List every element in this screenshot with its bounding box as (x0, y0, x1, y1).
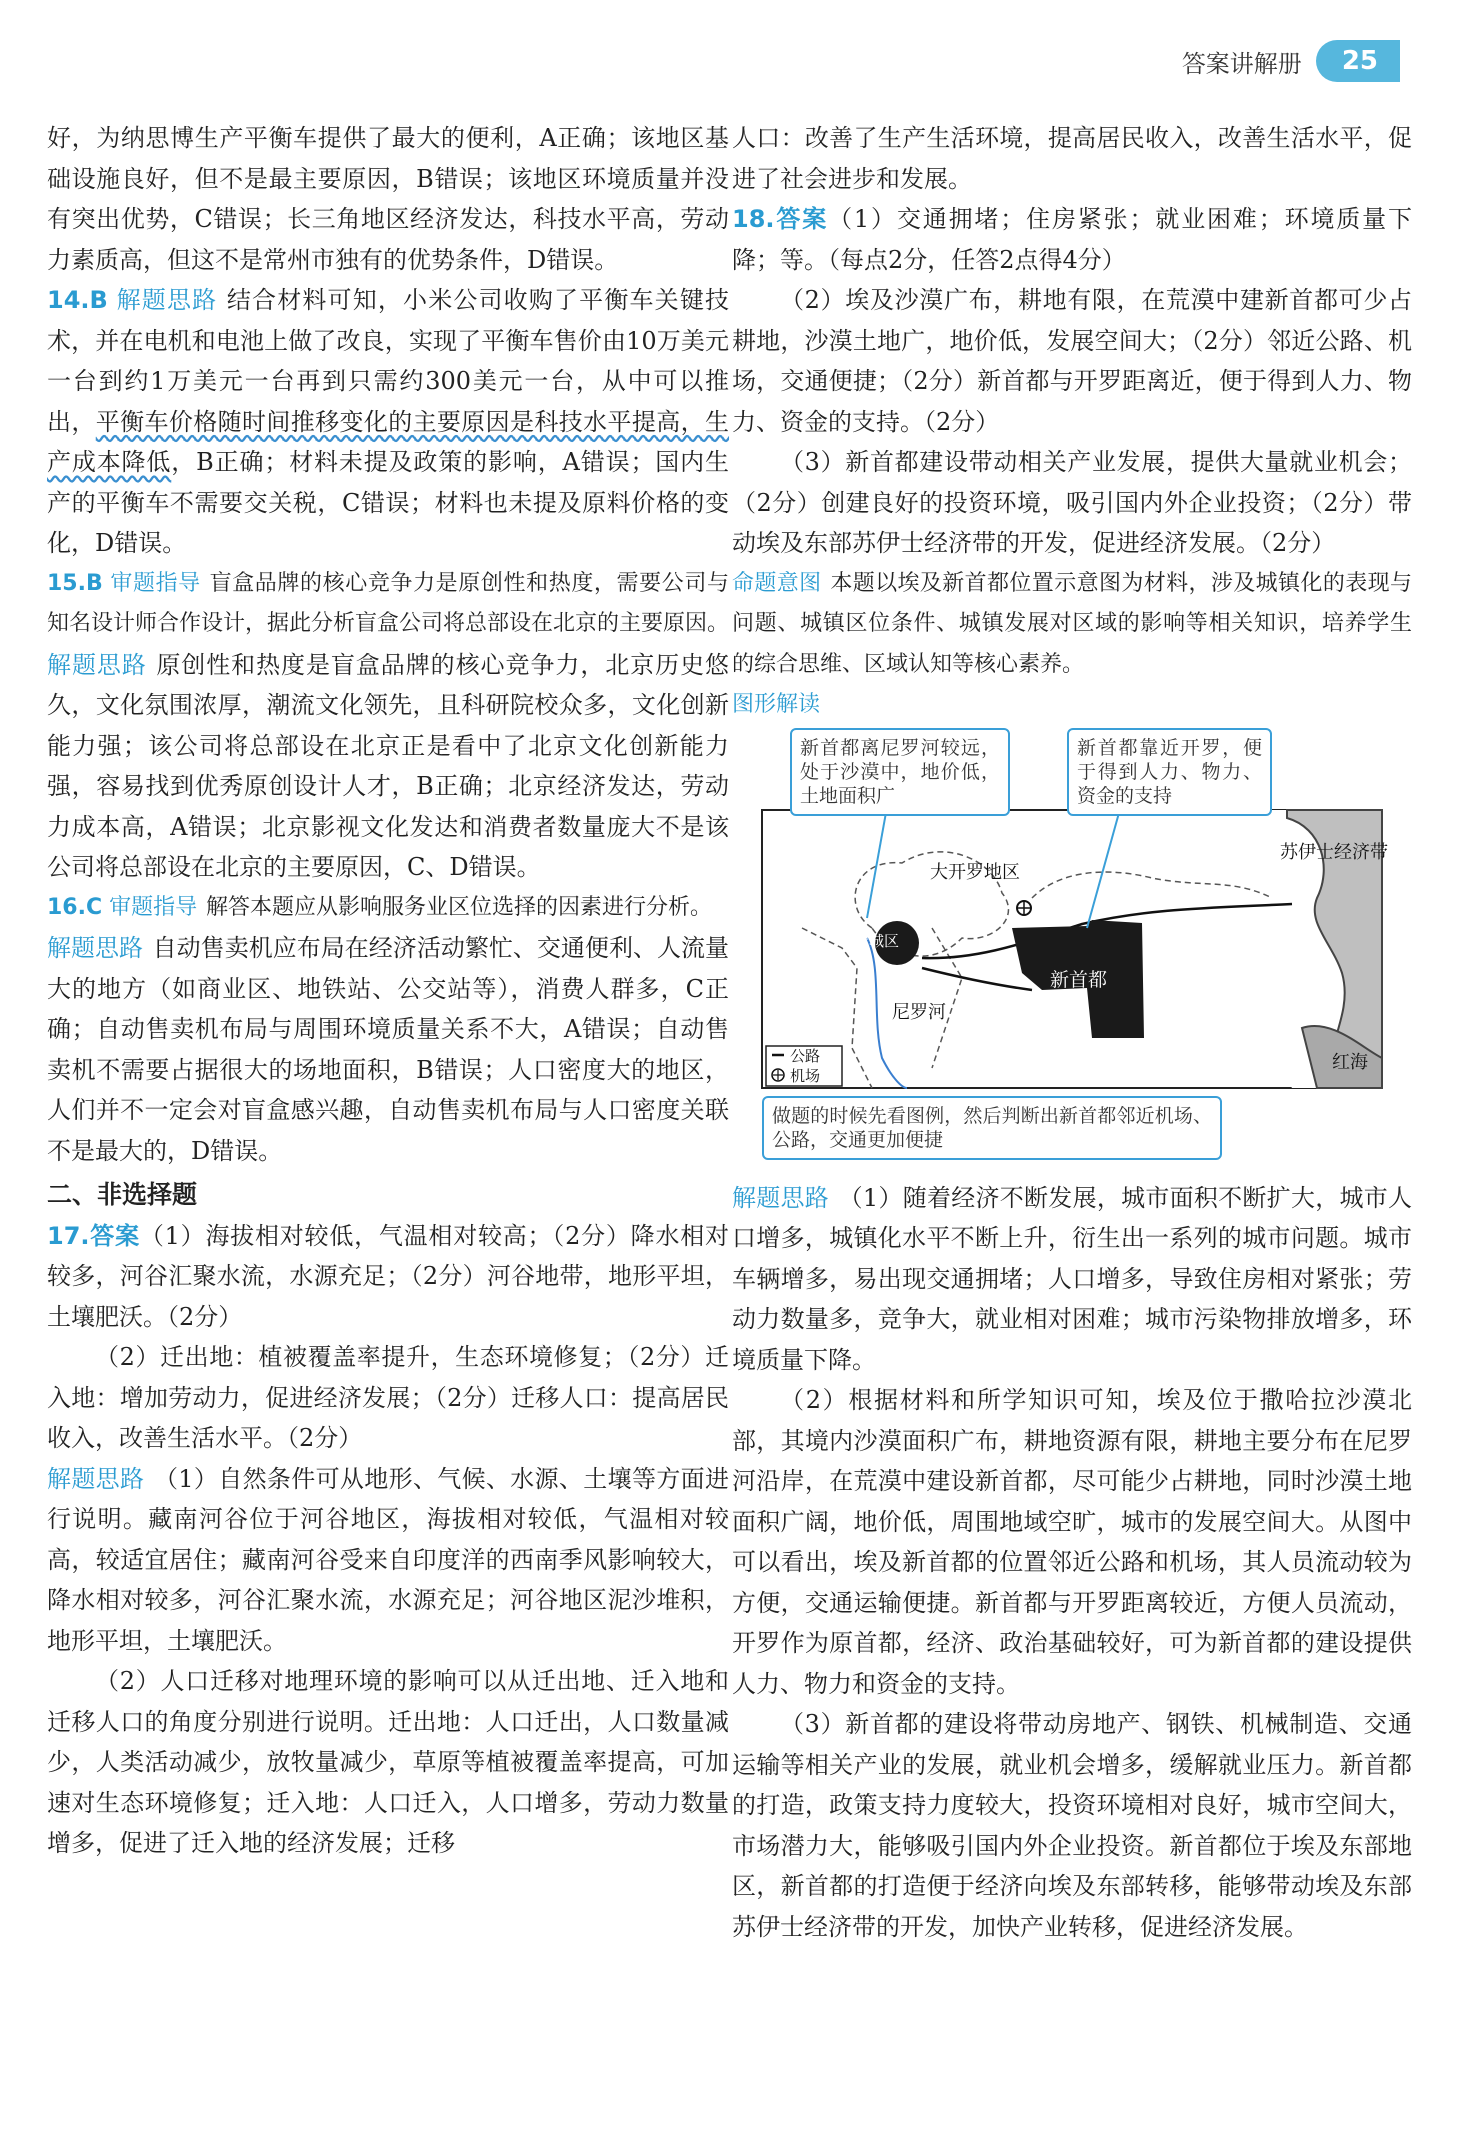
q16-guide-tag: 审题指导 (109, 894, 198, 920)
legend-road-label: 公路 (790, 1046, 821, 1065)
q17-continuation: 人口：改善了生产生活环境，提高居民收入，改善生活水平，促进了社会进步和发展。 (732, 124, 1412, 193)
callout-note-2: 新首都靠近开罗，便于得到人力、物力、资金的支持 (1067, 728, 1272, 816)
q16-guide-block (47, 888, 729, 929)
q17-solution-1-text: （1）自然条件可从地形、气候、水源、土壤等方面进行说明。藏南河谷位于河谷地区，海拔相对较低，气温相对较高，较适宜居住；藏南河谷受来自印度洋的西南季风影响较大，降水相对较多，河谷汇聚水流，水源充足；河谷地区泥沙堆积，地形平坦，土壤肥沃。 (47, 1464, 729, 1655)
q16-solution-text: 自动售卖机应布局在经济活动繁忙、交通便利、人流量大的地方（如商业区、地铁站、公交站等），消费人群多，C正确；自动售卖机布局与周围环境质量关系不大，A错误；自动售卖机不需要占据很大的场地面积，B错误；人口密度大的地区，人们并不一定会对盲盒感兴趣，自动售卖机布局与人口密度关联不是最大的，D错误。 (47, 934, 730, 1165)
q17-solution-tag: 解题思路 (47, 1464, 145, 1493)
q14-tag: 解题思路 (116, 286, 218, 314)
callout-note-1: 新首都离尼罗河较远，处于沙漠中，地价低，土地面积广 (790, 728, 1010, 816)
intent-block (732, 564, 1412, 686)
q18-answer-2: （2）埃及沙漠广布，耕地有限，在荒漠中建新首都可少占耕地，沙漠土地广，地价低，发展空间大；（2分）邻近公路、机场，交通便捷；（2分）新首都与开罗距离近，便于得到人力、物力、资金的支持。（2分） (732, 286, 1412, 436)
q18-solution-1 (732, 1178, 1412, 1381)
q16-solution-block (47, 928, 729, 1171)
q15-number: 15.B (47, 570, 103, 596)
q15-guide-text: 盲盒品牌的核心竞争力是原创性和热度，需要公司与知名设计师合作设计，据此分析盲盒公司将总部设在北京的主要原因。 (47, 570, 730, 636)
q14-number: 14.B (47, 286, 108, 314)
label-cairo-region: 大开罗地区 (930, 861, 1020, 883)
q16-solution-tag: 解题思路 (47, 934, 144, 962)
intent-text: 本题以埃及新首都位置示意图为材料，涉及城镇化的表现与问题、城镇区位条件、城镇发展对区域的影响等相关知识，培养学生的综合思维、区域认知等核心素养。 (732, 570, 1412, 677)
egypt-map-figure (732, 728, 1412, 1178)
q15-solution-tag: 解题思路 (47, 650, 147, 679)
q15-guide-block (47, 564, 729, 645)
q13-continuation: 好，为纳思博生产平衡车提供了最大的便利，A正确；该地区基础设施良好，但不是最主要原因，B错误；该地区环境质量并没有突出优势，C错误；长三角地区经济发达，科技水平高，劳动力素质高，但这不是常州市独有的优势条件，D错误。 (47, 124, 729, 274)
q14-block (47, 280, 729, 564)
q17-answer-1-text: （1）海拔相对较低，气温相对较高；（2分）降水相对较多，河谷汇聚水流，水源充足；（2分）河谷地带，地形平坦，土壤肥沃。（2分） (47, 1221, 729, 1331)
q16-number: 16.C (47, 894, 103, 920)
q18-solution-1-text: （1）随着经济不断发展，城市面积不断扩大，城市人口增多，城镇化水平不断上升，衍生出一系列的城市问题。城市车辆增多，易出现交通拥堵；人口增多，导致住房相对紧张；劳动力数量多，竞争大，就业相对困难；城市污染物排放增多，环境质量下降。 (732, 1183, 1412, 1374)
q18-solution-3: （3）新首都的建设将带动房地产、钢铁、机械制造、交通运输等相关产业的发展，就业机会增多，缓解就业压力。新首都的打造，政策支持力度较大，投资环境相对良好，城市空间大，市场潜力大，能够吸引国内外企业投资。新首都位于埃及东部地区，新首都的打造便于经济向埃及东部转移，能够带动埃及东部苏伊士经济带的开发，加快产业转移，促进经济发展。 (732, 1710, 1412, 1941)
label-red-sea: 红海 (1332, 1051, 1368, 1073)
q14-text-b: ，B正确；材料未提及政策的影响，A错误；国内生产的平衡车不需要交关税，C错误；材料也未提及原料价格的变化，D错误。 (47, 448, 729, 557)
q15-solution-block (47, 645, 729, 888)
label-new-capital: 新首都 (1050, 968, 1108, 991)
q17-number: 17.答案 (47, 1221, 140, 1250)
q14-wavy-underline: 平衡车价格随时间推移变化的主要原因是科技水平提高，生产成本降低 (47, 407, 730, 476)
q18-solution-2: （2）根据材料和所学知识可知，埃及位于撒哈拉沙漠北部，其境内沙漠面积广布，耕地资源有限，耕地主要分布在尼罗河沿岸，在荒漠中建设新首都，尽可能少占耕地，同时沙漠土地面积广阔，地价低，周围地域空旷，城市的发展空间大。从图中可以看出，埃及新首都的位置邻近公路和机场，其人员流动较为方便，交通运输便捷。新首都与开罗距离较近，方便人员流动，开罗作为原首都，经济、政治基础较好，可为新首都的建设提供人力、物力和资金的支持。 (732, 1386, 1412, 1698)
q17-answer-2: （2）迁出地：植被覆盖率提升，生态环境修复；（2分）迁入地：增加劳动力，促进经济发展；（2分）迁移人口：提高居民收入，改善生活水平。（2分） (47, 1343, 729, 1452)
q14-text-a: 结合材料可知，小米公司收购了平衡车关键技术，并在电机和电池上做了改良，实现了平衡车售价由10万美元一台到约1万美元一台再到只需约300美元一台，从中可以推出， (47, 286, 730, 436)
section-heading: 二、非选择题 (47, 1180, 198, 1209)
callout-note-3: 做题的时候先看图例，然后判断出新首都邻近机场、公路，交通更加便捷 (762, 1096, 1222, 1160)
q17-solution-2: （2）人口迁移对地理环境的影响可以从迁出地、迁入地和迁移人口的角度分别进行说明。迁出地：人口迁出，人口数量减少，人类活动减少，放牧量减少，草原等植被覆盖率提高，可加速对生态环境修复；迁入地：人口迁入，人口增多，劳动力数量增多，促进了迁入地的经济发展；迁移 (47, 1667, 729, 1857)
q17-solution-1 (47, 1459, 729, 1662)
q18-answer-1-text: （1）交通拥堵；住房紧张；就业困难；环境质量下降；等。（每点2分，任答2点得4分） (732, 205, 1412, 274)
legend-airport-label: 机场 (790, 1066, 821, 1085)
q18-answer-1 (732, 199, 1412, 280)
page-number: 25 (1316, 40, 1400, 82)
right-column (732, 118, 1412, 1947)
label-old-city: 老城区 (854, 931, 900, 950)
q16-guide-text: 解答本题应从影响服务业区位选择的因素进行分析。 (205, 894, 712, 920)
q17-answer-1 (47, 1216, 729, 1338)
q18-solution-tag: 解题思路 (732, 1183, 830, 1212)
intent-tag: 命题意图 (732, 570, 822, 596)
left-column (47, 118, 729, 1864)
q15-guide-tag: 审题指导 (110, 570, 201, 596)
label-nile: 尼罗河 (892, 1001, 946, 1023)
book-title: 答案讲解册 (1181, 49, 1302, 78)
q18-answer-3: （3）新首都建设带动相关产业发展，提供大量就业机会；（2分）创建良好的投资环境，吸引国内外企业投资；（2分）带动埃及东部苏伊士经济带的开发，促进经济发展。（2分） (732, 448, 1412, 557)
q18-number: 18.答案 (732, 205, 829, 233)
page-header (1182, 40, 1400, 82)
q15-solution-text: 原创性和热度是盲盒品牌的核心竞争力，北京历史悠久，文化氛围浓厚，潮流文化领先，且科研院校众多，文化创新能力强；该公司将总部设在北京正是看中了北京文化创新能力强，容易找到优秀原创设计人才，B正确；北京经济发达，劳动力成本高，A错误；北京影视文化发达和消费者数量庞大不是该公司将总部设在北京的主要原因，C、D错误。 (47, 650, 730, 881)
figure-tag: 图形解读 (732, 692, 821, 717)
label-suez: 苏伊士经济带 (1280, 841, 1388, 863)
